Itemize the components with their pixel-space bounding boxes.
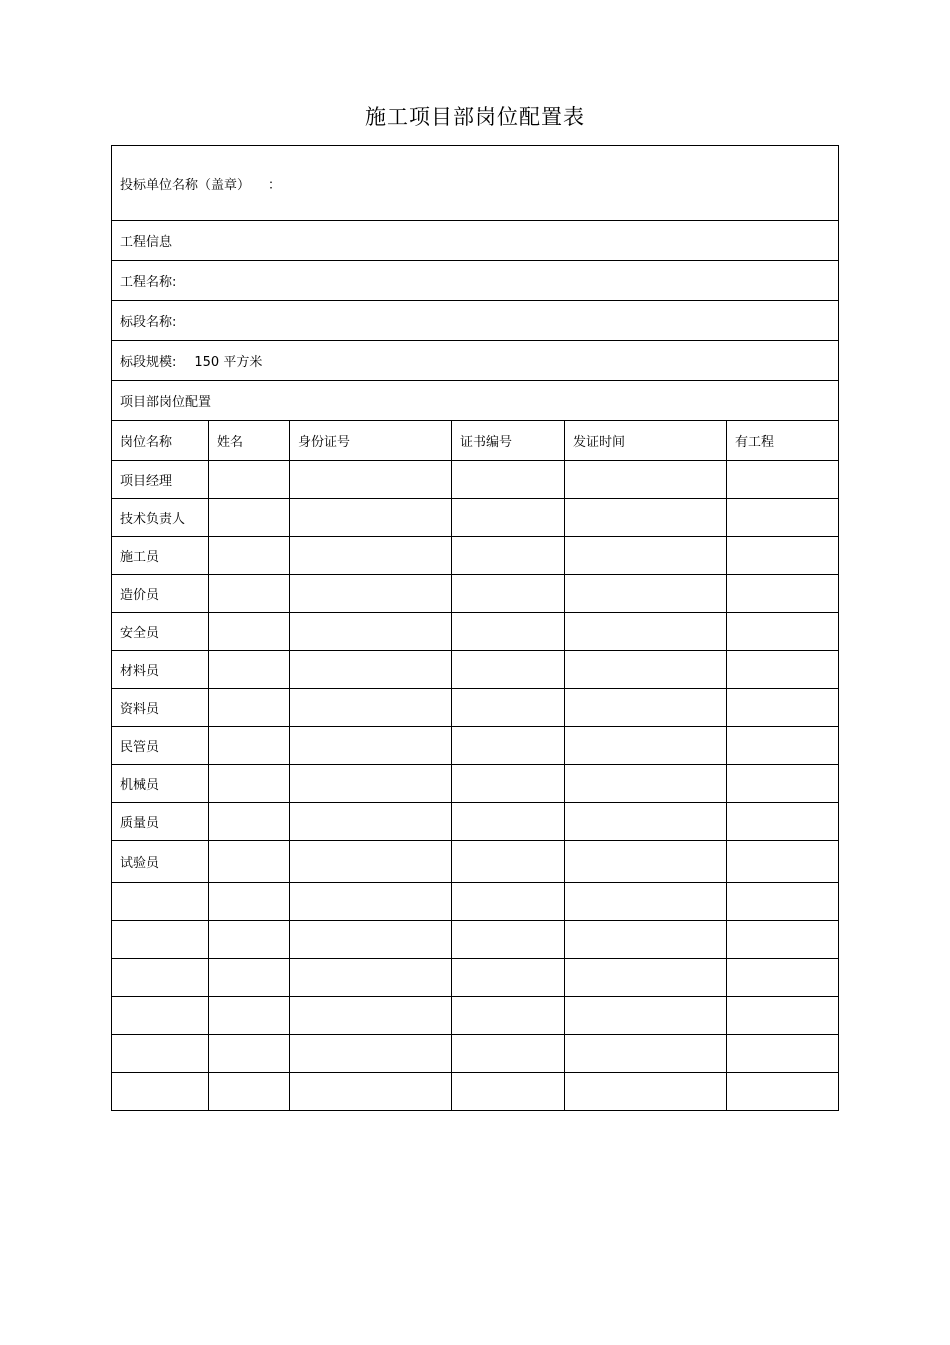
role-cell: 项目经理 [112,461,209,499]
name-cell[interactable] [209,841,290,883]
id-number-cell[interactable] [290,921,452,959]
id-number-cell[interactable] [290,841,452,883]
empty-row [112,1035,839,1073]
id-number-cell[interactable] [290,689,452,727]
certificate-number-cell[interactable] [452,803,565,841]
id-number-cell[interactable] [290,461,452,499]
issue-date-cell[interactable] [565,841,727,883]
has-project-cell[interactable] [727,727,839,765]
issue-date-cell[interactable] [565,651,727,689]
name-cell[interactable] [209,959,290,997]
name-cell[interactable] [209,1073,290,1111]
empty-row [112,997,839,1035]
lot-name-row [112,301,839,341]
issue-date-cell[interactable] [565,613,727,651]
issue-date-cell[interactable] [565,883,727,921]
certificate-number-cell[interactable] [452,499,565,537]
has-project-cell[interactable] [727,1073,839,1111]
name-cell[interactable] [209,883,290,921]
empty-row [112,921,839,959]
issue-date-cell[interactable] [565,575,727,613]
table-row [112,841,839,883]
bidder-colon: ： [268,177,282,193]
certificate-number-cell[interactable] [452,921,565,959]
has-project-cell[interactable] [727,841,839,883]
has-project-cell[interactable] [727,1035,839,1073]
issue-date-cell[interactable] [565,921,727,959]
table-row [112,803,839,841]
lot-scale-field[interactable] [112,341,839,381]
id-number-cell[interactable] [290,651,452,689]
id-number-cell[interactable] [290,1035,452,1073]
role-cell: 材料员 [112,651,209,689]
staffing-heading-row [112,381,839,421]
certificate-number-cell[interactable] [452,651,565,689]
lot-scale-label: 标段规模: [120,355,177,370]
certificate-number-cell[interactable] [452,575,565,613]
has-project-cell[interactable] [727,883,839,921]
name-cell[interactable] [209,651,290,689]
name-cell[interactable] [209,537,290,575]
id-number-cell[interactable] [290,499,452,537]
name-cell[interactable] [209,803,290,841]
name-cell[interactable] [209,1035,290,1073]
id-number-cell[interactable] [290,575,452,613]
empty-row [112,1073,839,1111]
role-cell[interactable] [112,921,209,959]
role-cell[interactable] [112,883,209,921]
column-header-id-number: 身份证号 [290,421,452,461]
role-cell: 施工员 [112,537,209,575]
role-cell: 机械员 [112,765,209,803]
issue-date-cell[interactable] [565,803,727,841]
id-number-cell[interactable] [290,997,452,1035]
lot-scale-row [112,341,839,381]
certificate-number-cell[interactable] [452,997,565,1035]
name-cell[interactable] [209,613,290,651]
certificate-number-cell[interactable] [452,461,565,499]
bidder-row [112,146,839,221]
name-cell[interactable] [209,727,290,765]
project-name-row [112,261,839,301]
table-row [112,537,839,575]
issue-date-cell[interactable] [565,499,727,537]
has-project-cell[interactable] [727,689,839,727]
has-project-cell[interactable] [727,765,839,803]
issue-date-cell[interactable] [565,1035,727,1073]
certificate-number-cell[interactable] [452,841,565,883]
role-cell: 技术负责人 [112,499,209,537]
role-cell[interactable] [112,959,209,997]
id-number-cell[interactable] [290,803,452,841]
table-row [112,765,839,803]
certificate-number-cell[interactable] [452,883,565,921]
id-number-cell[interactable] [290,765,452,803]
role-cell: 造价员 [112,575,209,613]
table-row [112,651,839,689]
role-cell: 试验员 [112,841,209,883]
name-cell[interactable] [209,689,290,727]
issue-date-cell[interactable] [565,727,727,765]
column-header-issue-date: 发证时间 [565,421,727,461]
has-project-cell[interactable] [727,537,839,575]
has-project-cell[interactable] [727,499,839,537]
certificate-number-cell[interactable] [452,689,565,727]
lot-scale-value: 150 平方米 [194,355,263,370]
certificate-number-cell[interactable] [452,1035,565,1073]
role-cell[interactable] [112,997,209,1035]
staffing-heading: 项目部岗位配置 [112,381,839,421]
has-project-cell[interactable] [727,997,839,1035]
certificate-number-cell[interactable] [452,613,565,651]
issue-date-cell[interactable] [565,537,727,575]
role-cell: 质量员 [112,803,209,841]
issue-date-cell[interactable] [565,959,727,997]
role-cell[interactable] [112,1035,209,1073]
has-project-cell[interactable] [727,461,839,499]
has-project-cell[interactable] [727,575,839,613]
issue-date-cell[interactable] [565,689,727,727]
role-cell[interactable] [112,1073,209,1111]
empty-row [112,883,839,921]
column-header-name: 姓名 [209,421,290,461]
column-header-role: 岗位名称 [112,421,209,461]
name-cell[interactable] [209,765,290,803]
name-cell[interactable] [209,997,290,1035]
certificate-number-cell[interactable] [452,1073,565,1111]
id-number-cell[interactable] [290,1073,452,1111]
id-number-cell[interactable] [290,537,452,575]
empty-row [112,959,839,997]
id-number-cell[interactable] [290,727,452,765]
page-title: 施工项目部岗位配置表 [365,105,585,129]
table-row [112,499,839,537]
bidder-cell[interactable] [112,146,839,221]
id-number-cell[interactable] [290,883,452,921]
bidder-label: 投标单位名称（盖章） [120,177,251,193]
id-number-cell[interactable] [290,959,452,997]
certificate-number-cell[interactable] [452,765,565,803]
project-info-row [112,221,839,261]
issue-date-cell[interactable] [565,461,727,499]
name-cell[interactable] [209,461,290,499]
role-cell: 资料员 [112,689,209,727]
table-row [112,613,839,651]
certificate-number-cell[interactable] [452,727,565,765]
staffing-form-table [111,145,839,1111]
column-header-certificate-number: 证书编号 [452,421,565,461]
column-header-has-project: 有工程 [727,421,839,461]
has-project-cell[interactable] [727,651,839,689]
project-info-heading: 工程信息 [112,221,839,261]
table-row [112,689,839,727]
issue-date-cell[interactable] [565,997,727,1035]
has-project-cell[interactable] [727,921,839,959]
table-header-row [112,421,839,461]
has-project-cell[interactable] [727,613,839,651]
issue-date-cell[interactable] [565,765,727,803]
role-cell: 安全员 [112,613,209,651]
certificate-number-cell[interactable] [452,537,565,575]
lot-name-field[interactable]: 标段名称: [112,301,839,341]
name-cell[interactable] [209,921,290,959]
name-cell[interactable] [209,499,290,537]
name-cell[interactable] [209,575,290,613]
table-row [112,461,839,499]
issue-date-cell[interactable] [565,1073,727,1111]
table-row [112,727,839,765]
role-cell: 民管员 [112,727,209,765]
has-project-cell[interactable] [727,959,839,997]
project-name-field[interactable]: 工程名称: [112,261,839,301]
id-number-cell[interactable] [290,613,452,651]
table-row [112,575,839,613]
has-project-cell[interactable] [727,803,839,841]
certificate-number-cell[interactable] [452,959,565,997]
